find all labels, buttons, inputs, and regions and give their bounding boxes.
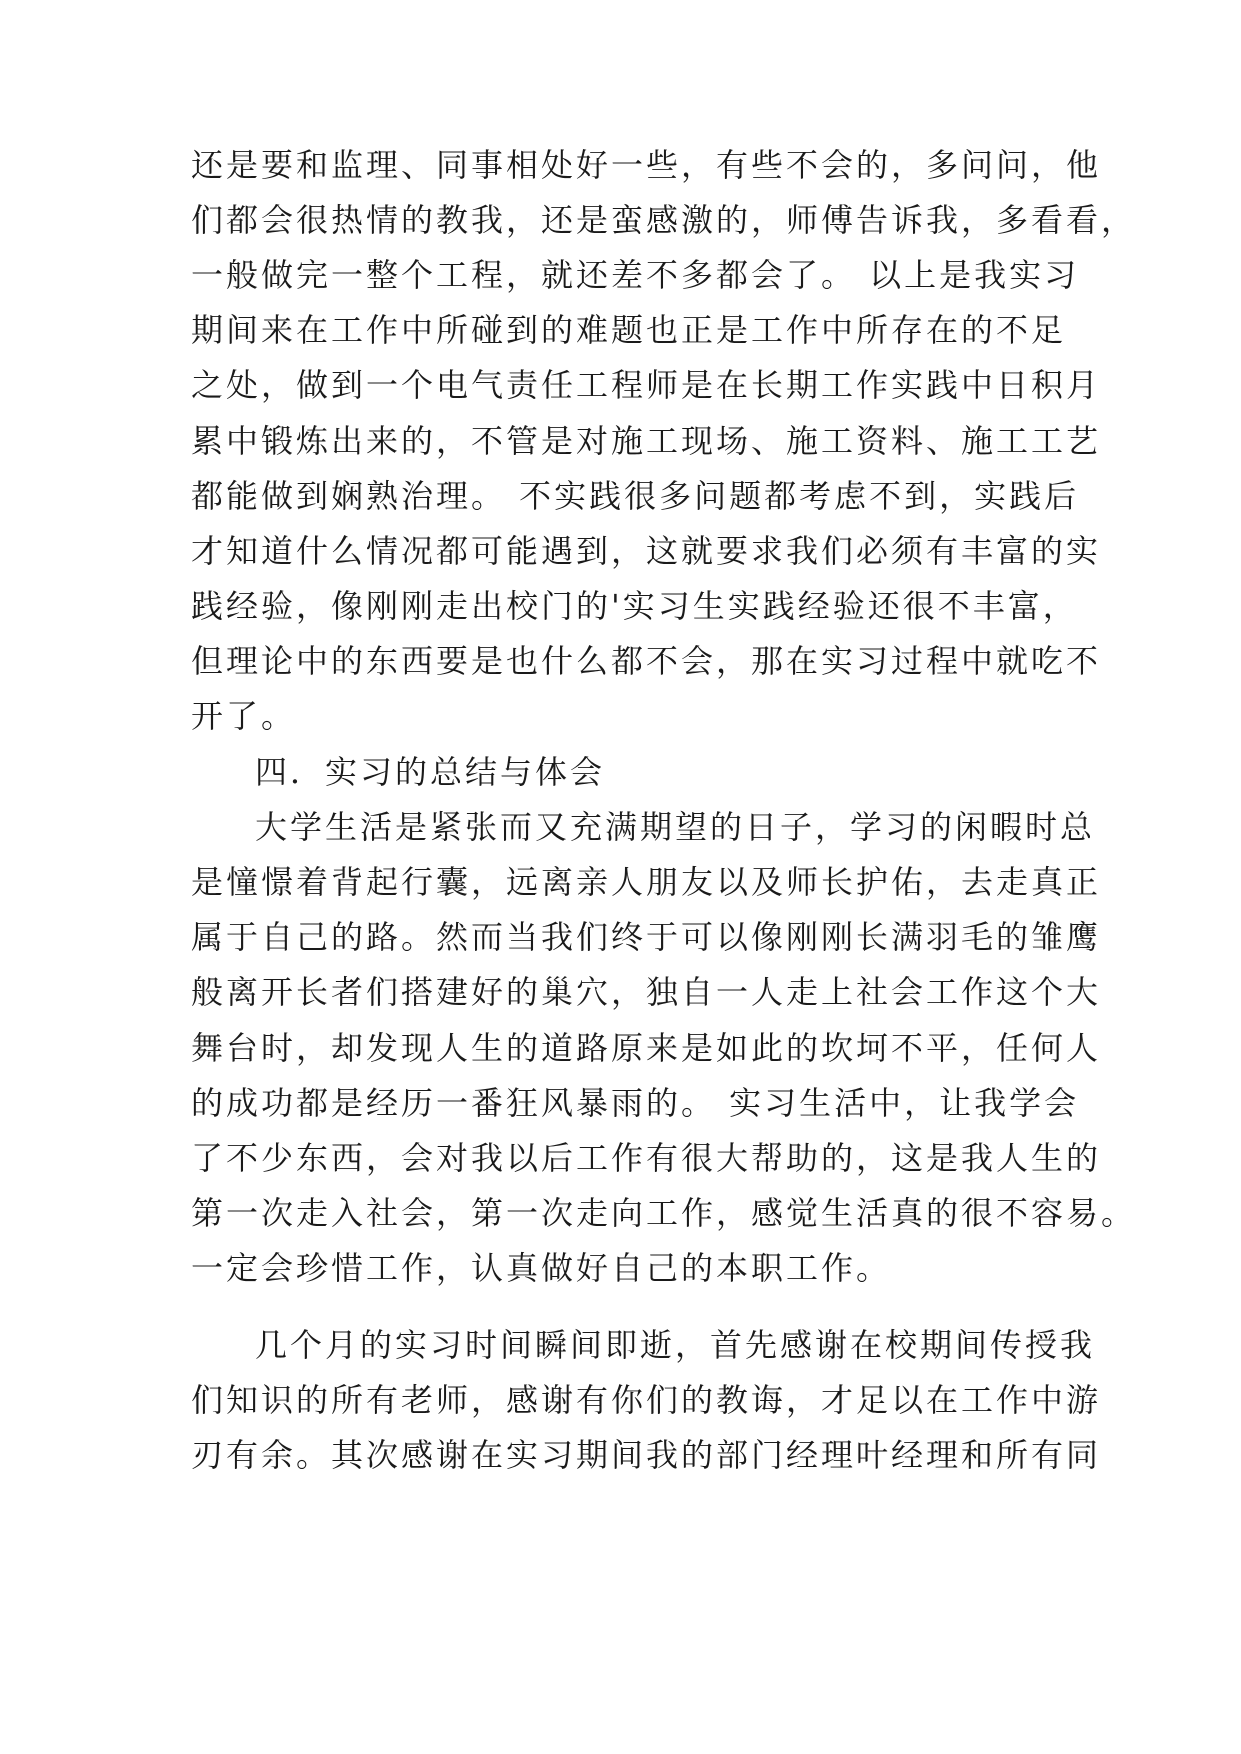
paragraph-2-line-8: 第一次走入社会，第一次走向工作，感觉生活真的很不容易。 (191, 1194, 1137, 1232)
section-heading: 四．实习的总结与体会 (255, 753, 606, 791)
paragraph-1-line-1: 还是要和监理、同事相处好一些，有些不会的，多问问，他 (191, 146, 1102, 184)
paragraph-1-line-7: 都能做到娴熟治理。 不实践很多问题都考虑不到，实践后 (191, 477, 1080, 515)
paragraph-2-line-9: 一定会珍惜工作，认真做好自己的本职工作。 (191, 1249, 892, 1287)
paragraph-1-line-11: 开了。 (191, 697, 297, 735)
paragraph-1-line-6: 累中锻炼出来的，不管是对施工现场、施工资料、施工工艺 (191, 422, 1102, 460)
paragraph-3-line-1: 几个月的实习时间瞬间即逝，首先感谢在校期间传授我 (255, 1326, 1096, 1364)
paragraph-1-line-5: 之处，做到一个电气责任工程师是在长期工作实践中日积月 (191, 366, 1102, 404)
paragraph-1-line-10: 但理论中的东西要是也什么都不会，那在实习过程中就吃不 (191, 642, 1102, 680)
paragraph-1-line-8: 才知道什么情况都可能遇到，这就要求我们必须有丰富的实 (191, 532, 1102, 570)
paragraph-2-line-4: 般离开长者们搭建好的巢穴，独自一人走上社会工作这个大 (191, 973, 1102, 1011)
paragraph-1-line-2: 们都会很热情的教我，还是蛮感激的，师傅告诉我，多看看， (191, 201, 1137, 239)
paragraph-2-line-2: 是憧憬着背起行囊，远离亲人朋友以及师长护佑，去走真正 (191, 863, 1102, 901)
paragraph-3-line-2: 们知识的所有老师，感谢有你们的教诲，才足以在工作中游 (191, 1381, 1102, 1419)
paragraph-1-line-3: 一般做完一整个工程，就还差不多都会了。 以上是我实习 (191, 256, 1080, 294)
paragraph-2-line-1: 大学生活是紧张而又充满期望的日子，学习的闲暇时总 (255, 808, 1096, 846)
paragraph-2-line-6: 的成功都是经历一番狂风暴雨的。 实习生活中，让我学会 (191, 1084, 1080, 1122)
paragraph-1-line-4: 期间来在工作中所碰到的难题也正是工作中所存在的不足 (191, 311, 1067, 349)
paragraph-3-line-3: 刃有余。其次感谢在实习期间我的部门经理叶经理和所有同 (191, 1436, 1102, 1474)
paragraph-2-line-7: 了不少东西，会对我以后工作有很大帮助的，这是我人生的 (191, 1139, 1102, 1177)
paragraph-2-line-3: 属于自己的路。然而当我们终于可以像刚刚长满羽毛的雏鹰 (191, 918, 1102, 956)
paragraph-2-line-5: 舞台时，却发现人生的道路原来是如此的坎坷不平，任何人 (191, 1029, 1102, 1067)
paragraph-1-line-9: 践经验，像刚刚走出校门的'实习生实践经验还很不丰富， (191, 587, 1078, 625)
